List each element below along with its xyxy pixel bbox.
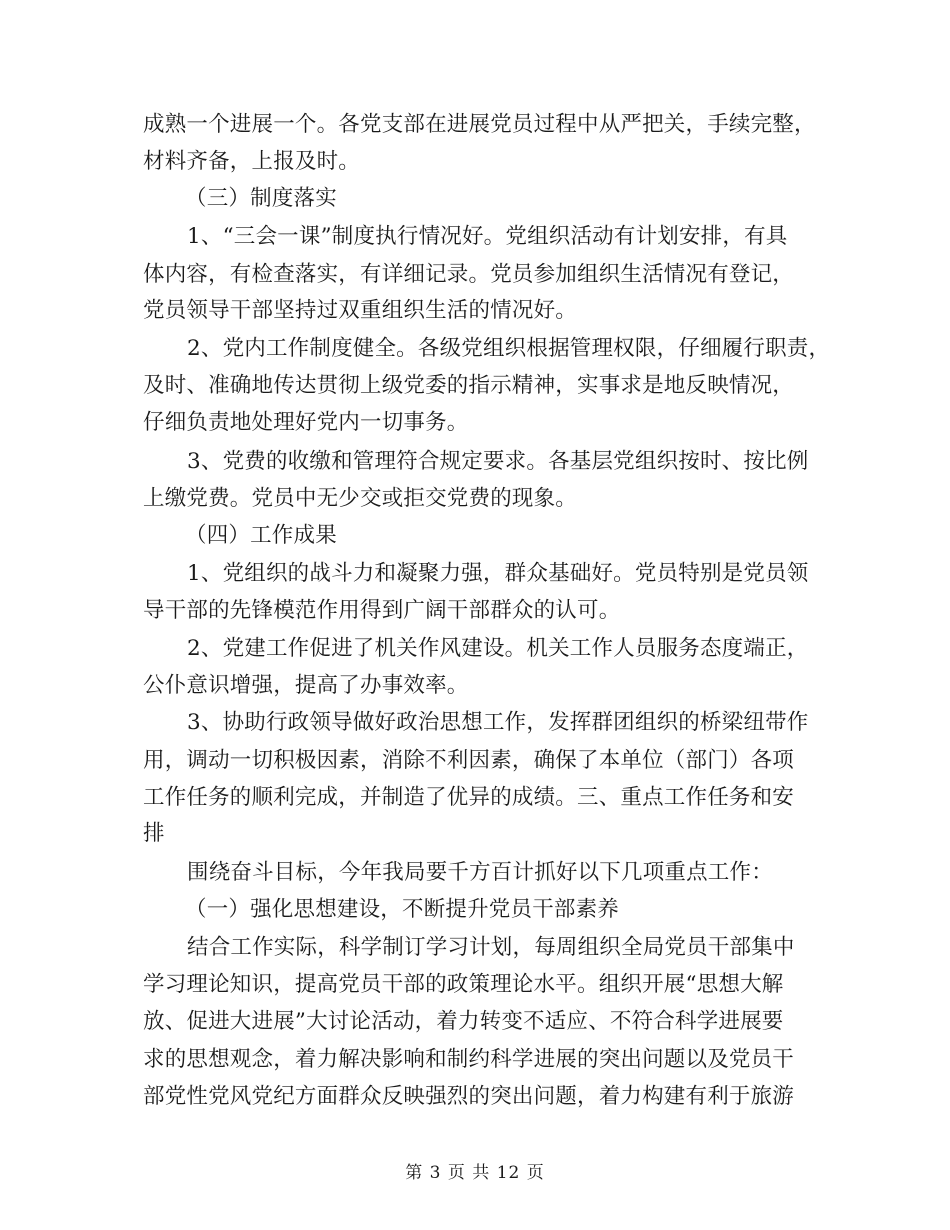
text-line: 2、党建工作促进了机关作风建设。机关工作人员服务态度端正， (187, 636, 809, 661)
page-number-footer: 第 3 页 共 12 页 (405, 1163, 545, 1183)
text-line: 公仆意识增强，提高了办事效率。 (143, 673, 469, 698)
text-line: 3、党费的收缴和管理符合规定要求。各基层党组织按时、按比例 (187, 449, 809, 474)
text-line: 导干部的先锋模范作用得到广阔干部群众的认可。 (143, 598, 621, 623)
text-line: 上缴党费。党员中无少交或拒交党费的现象。 (143, 486, 578, 511)
text-line: 党员领导干部坚持过双重组织生活的情况好。 (143, 298, 578, 323)
text-line: 放、促进大进展”大讨论活动，着力转变不适应、不符合科学进展要 (143, 1009, 784, 1034)
text-line: 成熟一个进展一个。各党支部在进展党员过程中从严把关，手续完整， (143, 112, 816, 137)
text-line: 工作任务的顺利完成，并制造了优异的成绩。三、重点工作任务和安 (143, 785, 795, 810)
text-line: 及时、准确地传达贯彻上级党委的指示精神，实事求是地反映情况， (143, 373, 795, 398)
text-line: 围绕奋斗目标，今年我局要千方百计抓好以下几项重点工作： (187, 860, 773, 885)
text-line: 排 (143, 821, 165, 846)
text-line: 学习理论知识，提高党员干部的政策理论水平。组织开展“思想大解 (143, 972, 784, 997)
text-line: 1、党组织的战斗力和凝聚力强，群众基础好。党员特别是党员领 (187, 561, 809, 586)
section-heading: （四）工作成果 (185, 523, 337, 548)
text-line: 2、党内工作制度健全。各级党组织根据管理权限，仔细履行职责， (187, 336, 831, 361)
text-line: 部党性党风党纪方面群众反映强烈的突出问题，着力构建有利于旅游 (143, 1084, 795, 1109)
text-line: 材料齐备，上报及时。 (143, 149, 361, 174)
text-line: 求的思想观念，着力解决影响和制约科学进展的突出问题以及党员干 (143, 1047, 795, 1072)
text-line: 用，调动一切积极因素，消除不利因素，确保了本单位（部门）各项 (143, 748, 795, 773)
section-heading: （一）强化思想建设，不断提升党员干部素养 (185, 897, 620, 922)
text-line: 仔细负责地处理好党内一切事务。 (143, 410, 469, 435)
text-line: 结合工作实际，科学制订学习计划，每周组织全局党员干部集中 (187, 935, 795, 960)
text-line: 3、协助行政领导做好政治思想工作，发挥群团组织的桥梁纽带作 (187, 710, 809, 735)
text-line: 1、“三会一课”制度执行情况好。党组织活动有计划安排，有具 (187, 224, 788, 249)
section-heading: （三）制度落实 (185, 186, 337, 211)
text-line: 体内容，有检查落实，有详细记录。党员参加组织生活情况有登记， (143, 262, 795, 287)
